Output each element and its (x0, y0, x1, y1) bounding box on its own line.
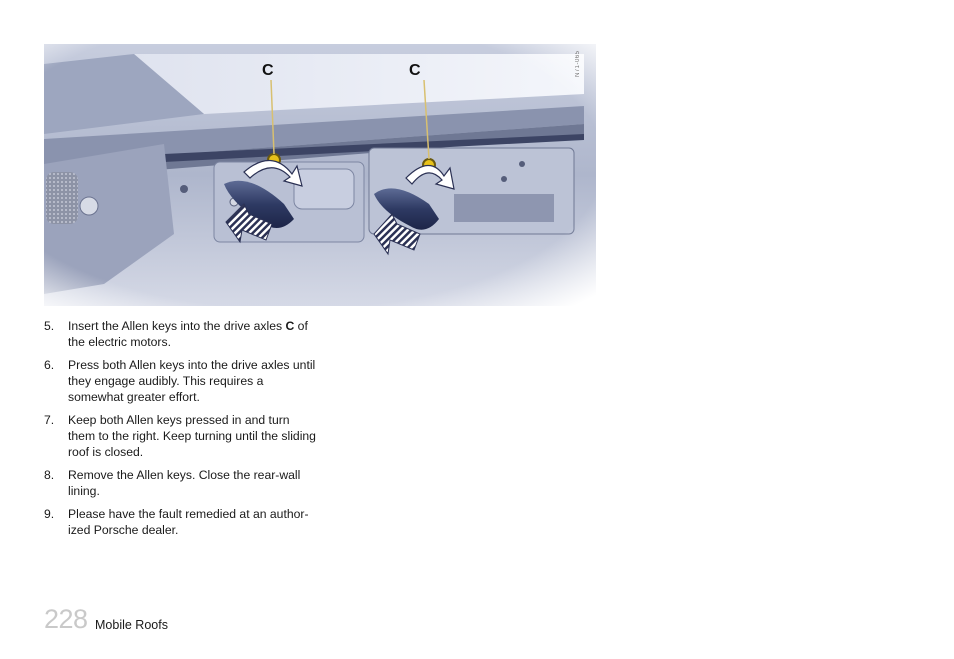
step-text: Please have the fault remedied at an author-ized Porsche dealer. (68, 507, 309, 537)
step-item (44, 357, 319, 405)
step-item (44, 412, 319, 460)
step-text: Keep both Allen keys pressed in and turn them to the right. Keep turning until the sliding roof is closed. (68, 413, 316, 459)
step-text-part: of the electric motors. (68, 319, 308, 349)
step-text: Press both Allen keys into the drive axles until they engage audibly. This requires a somewhat greater effort. (68, 358, 316, 404)
step-item (44, 467, 319, 499)
step-number: 9. (44, 507, 55, 521)
step-text: Remove the Allen keys. Close the rear-wall lining. (68, 468, 301, 498)
step-number: 8. (44, 468, 55, 482)
step-text (68, 318, 319, 350)
illustration-allen-keys (44, 44, 596, 306)
instruction-steps (44, 318, 319, 545)
step-text-part: Insert the Allen keys into the drive axles (68, 319, 286, 333)
callout-label-c: C (409, 62, 421, 79)
step-item (44, 318, 319, 350)
step-number: 5. (44, 319, 55, 333)
page-number: 228 (44, 604, 88, 634)
step-item (44, 506, 319, 538)
callout-label-c: C (262, 62, 274, 79)
figure-code: N71-065 (575, 50, 581, 78)
step-callout-ref: C (285, 319, 295, 333)
section-title: Mobile Roofs (95, 618, 168, 632)
step-number: 7. (44, 413, 55, 427)
step-number: 6. (44, 358, 55, 372)
